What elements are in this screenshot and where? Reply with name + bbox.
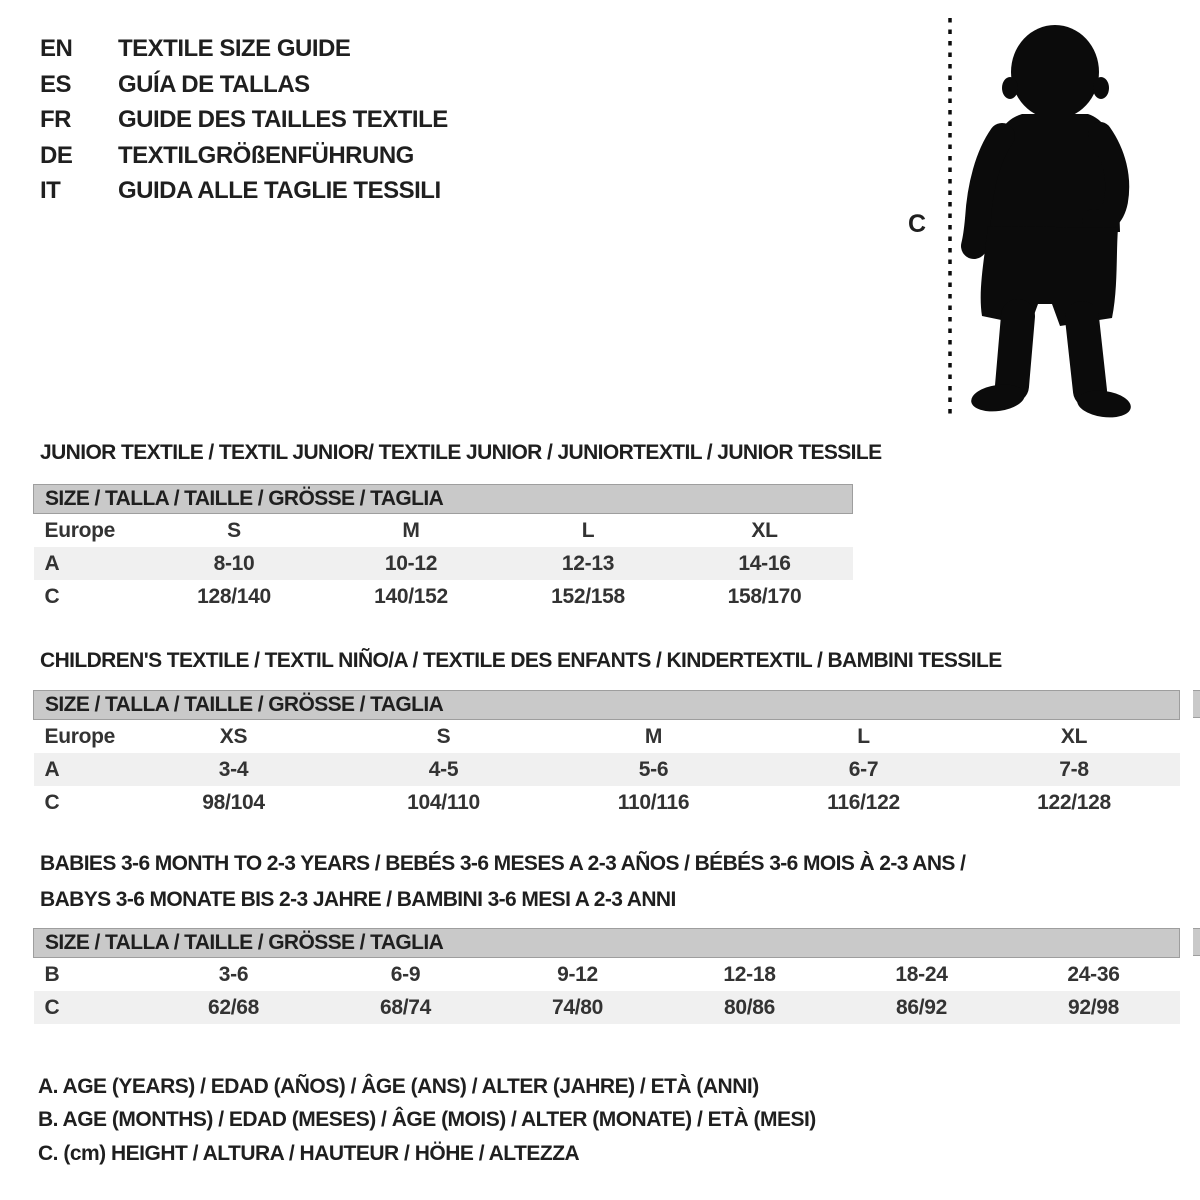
babies-size-table: [33, 928, 1180, 1024]
legend-line-a: A. AGE (YEARS) / EDAD (AÑOS) / ÂGE (ANS) / ALTER (JAHRE) / ETÀ (ANNI): [38, 1075, 759, 1098]
table-row: [34, 514, 853, 548]
age-cell: 18-24: [895, 962, 948, 986]
table-row: [34, 720, 1180, 754]
row-label: A: [34, 547, 146, 580]
children-size-table: [33, 690, 1180, 819]
size-header-bar: SIZE / TALLA / TAILLE / GRÖSSE / TAGLIA: [34, 691, 1180, 720]
table-row: [34, 958, 1180, 992]
height-cell: 92/98: [1008, 991, 1180, 1024]
language-row-fr: [40, 102, 448, 138]
language-row-de: [40, 138, 448, 174]
guide-title-fr: GUIDE DES TAILLES TEXTILE: [118, 106, 448, 134]
babies-section-title: [40, 846, 965, 917]
height-cell: 86/92: [836, 991, 1008, 1024]
size-cell: XL: [751, 518, 778, 542]
age-cell: 3-6: [218, 962, 249, 986]
header-bar-edge-fragment: [1193, 690, 1200, 718]
height-measure-label: C: [908, 210, 927, 238]
height-cell: 116/122: [827, 790, 900, 814]
legend-line-c: C. (cm) HEIGHT / ALTURA / HAUTEUR / HÖHE / ALTEZZA: [38, 1141, 580, 1165]
table-row: [34, 580, 853, 613]
table-row: [34, 547, 853, 580]
height-cell: 62/68: [148, 991, 320, 1024]
language-code: ES: [40, 70, 72, 98]
table-row: [34, 786, 1180, 819]
height-cell: 158/170: [727, 584, 802, 608]
age-cell: 5-6: [549, 753, 759, 786]
junior-size-table: [33, 484, 853, 613]
guide-title-de: TEXTILGRÖßENFÜHRUNG: [118, 141, 414, 169]
height-cell: 140/152: [374, 584, 448, 608]
age-cell: 9-12: [557, 962, 598, 986]
measurement-legend: [38, 1070, 816, 1170]
height-cell: 128/140: [197, 584, 271, 608]
height-cell: 152/158: [551, 584, 625, 608]
junior-section-title: JUNIOR TEXTILE / TEXTIL JUNIOR/ TEXTILE JUNIOR / JUNIORTEXTIL / JUNIOR TESSILE: [40, 441, 882, 464]
size-header-bar: SIZE / TALLA / TAILLE / GRÖSSE / TAGLIA: [34, 929, 1180, 958]
language-code: DE: [40, 141, 73, 169]
size-cell: M: [402, 518, 420, 542]
children-section-title: CHILDREN'S TEXTILE / TEXTIL NIÑO/A / TEXTILE DES ENFANTS / KINDERTEXTIL / BAMBINI TESSILE: [40, 649, 1002, 672]
height-cell: 80/86: [664, 991, 836, 1024]
babies-title-line2: BABYS 3-6 MONATE BIS 2-3 JAHRE / BAMBINI 3-6 MESI A 2-3 ANNI: [40, 887, 676, 911]
age-cell: 12-13: [500, 547, 677, 580]
age-cell: 10-12: [323, 547, 500, 580]
row-label: C: [34, 991, 148, 1024]
size-cell: M: [644, 724, 663, 748]
size-cell: L: [857, 724, 870, 748]
age-cell: 24-36: [1067, 962, 1120, 986]
size-cell: XS: [219, 724, 248, 748]
row-label: Europe: [44, 518, 116, 542]
row-label: C: [44, 790, 60, 814]
size-cell: L: [581, 518, 595, 542]
language-row-it: [40, 173, 448, 209]
legend-line-b: B. AGE (MONTHS) / EDAD (MESES) / ÂGE (MOIS) / ALTER (MONATE) / ETÀ (MESI): [38, 1108, 816, 1132]
language-code: FR: [40, 106, 71, 134]
height-cell: 110/116: [617, 790, 690, 814]
language-row-en: [40, 31, 448, 67]
row-label: Europe: [44, 724, 116, 748]
height-cell: 68/74: [320, 991, 492, 1024]
age-cell: 3-4: [129, 753, 339, 786]
header-bar-edge-fragment: [1193, 928, 1200, 956]
height-cell: 122/128: [1037, 790, 1111, 814]
age-cell: 14-16: [677, 547, 853, 580]
size-header-bar: SIZE / TALLA / TAILLE / GRÖSSE / TAGLIA: [34, 485, 853, 514]
language-code: EN: [40, 35, 73, 62]
table-row: [34, 753, 1180, 786]
row-label: C: [44, 584, 60, 608]
size-cell: XL: [1060, 724, 1088, 748]
row-label: B: [44, 962, 60, 986]
guide-title-en: TEXTILE SIZE GUIDE: [118, 35, 351, 62]
babies-title-line1: BABIES 3-6 MONTH TO 2-3 YEARS / BEBÉS 3-6 MESES A 2-3 AÑOS / BÉBÉS 3-6 MOIS À 2-3 ANS /: [40, 852, 966, 875]
guide-title-it: GUIDA ALLE TAGLIE TESSILI: [118, 177, 441, 205]
language-code: IT: [40, 177, 61, 205]
age-cell: 7-8: [969, 753, 1180, 786]
guide-title-es: GUÍA DE TALLAS: [118, 70, 310, 98]
language-list: [40, 31, 448, 209]
age-cell: 6-9: [390, 962, 421, 986]
size-cell: S: [227, 518, 241, 542]
toddler-silhouette-figure: [938, 14, 1148, 426]
language-row-es: [40, 67, 448, 103]
row-label: A: [34, 753, 129, 786]
table-row: [34, 991, 1180, 1024]
age-cell: 6-7: [759, 753, 969, 786]
height-cell: 74/80: [492, 991, 664, 1024]
age-cell: 8-10: [146, 547, 323, 580]
age-cell: 12-18: [723, 962, 776, 986]
age-cell: 4-5: [339, 753, 549, 786]
size-cell: S: [436, 724, 451, 748]
height-cell: 104/110: [407, 790, 480, 814]
toddler-silhouette: [969, 25, 1132, 421]
height-cell: 98/104: [202, 790, 265, 814]
